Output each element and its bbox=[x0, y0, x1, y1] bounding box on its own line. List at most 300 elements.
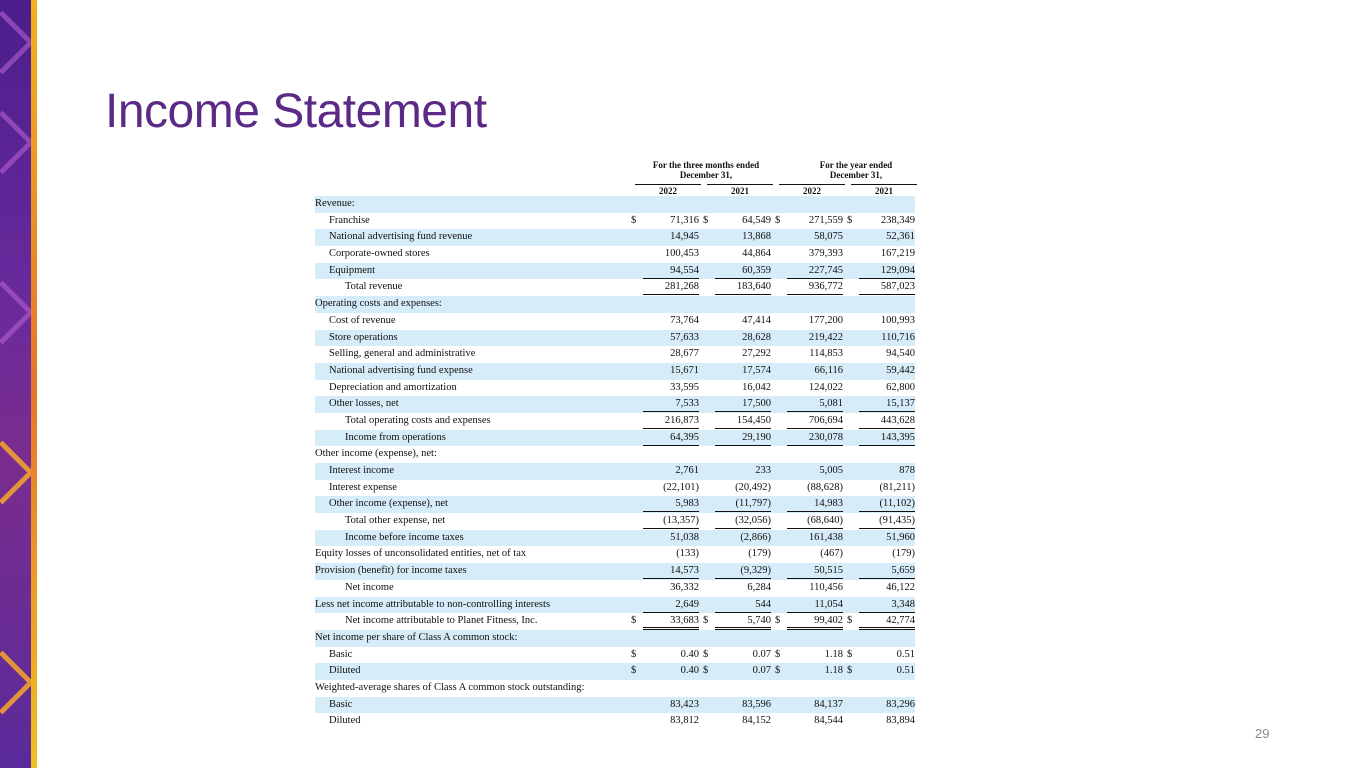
cell-value: 83,296 bbox=[886, 698, 915, 710]
row-label: Equipment bbox=[329, 264, 376, 276]
cell-value: 64,395 bbox=[643, 431, 699, 446]
cell-value: 73,764 bbox=[670, 314, 699, 326]
value-cell bbox=[627, 647, 699, 664]
currency-symbol: $ bbox=[847, 648, 853, 660]
value-cell bbox=[843, 313, 915, 330]
table-row bbox=[315, 196, 915, 213]
year-header-line1: For the year ended bbox=[819, 160, 893, 170]
value-cell bbox=[843, 296, 915, 313]
year-col-2: 2021 bbox=[707, 184, 773, 196]
cell-value: 51,960 bbox=[886, 531, 915, 543]
cell-value: 230,078 bbox=[787, 431, 843, 446]
value-cell bbox=[699, 279, 771, 296]
value-cell bbox=[699, 546, 771, 563]
value-cell bbox=[699, 513, 771, 530]
value-cell bbox=[699, 613, 771, 630]
currency-symbol: $ bbox=[631, 214, 637, 226]
value-cell bbox=[699, 530, 771, 547]
cell-value: 11,054 bbox=[787, 598, 843, 613]
table-body bbox=[315, 196, 915, 730]
year-col-1: 2022 bbox=[635, 184, 701, 196]
cell-value: 28,677 bbox=[670, 348, 699, 360]
value-cell bbox=[843, 513, 915, 530]
value-cell bbox=[771, 463, 843, 480]
chevron-decoration bbox=[0, 651, 34, 715]
cell-value: 83,423 bbox=[670, 698, 699, 710]
value-cell bbox=[699, 713, 771, 730]
table-row bbox=[315, 413, 915, 430]
year-header-line2: December 31, bbox=[829, 170, 883, 180]
cell-value: 177,200 bbox=[808, 314, 843, 326]
value-cell bbox=[771, 396, 843, 413]
three-months-header bbox=[635, 160, 777, 180]
cell-value: 14,573 bbox=[643, 564, 699, 579]
value-cell bbox=[843, 380, 915, 397]
cell-value: 83,596 bbox=[742, 698, 771, 710]
table-row bbox=[315, 380, 915, 397]
value-cell bbox=[843, 597, 915, 614]
value-cell bbox=[771, 647, 843, 664]
value-cell bbox=[843, 680, 915, 697]
table-row bbox=[315, 463, 915, 480]
row-label: Corporate-owned stores bbox=[329, 248, 430, 260]
value-cell bbox=[627, 446, 699, 463]
value-cell bbox=[843, 229, 915, 246]
value-cell bbox=[771, 296, 843, 313]
value-cell bbox=[771, 213, 843, 230]
value-cell bbox=[699, 697, 771, 714]
cell-value: 16,042 bbox=[742, 381, 771, 393]
value-cell bbox=[627, 480, 699, 497]
currency-symbol: $ bbox=[847, 615, 853, 627]
value-cell bbox=[843, 580, 915, 597]
cell-value: (91,435) bbox=[859, 514, 915, 529]
cell-value: 2,761 bbox=[675, 465, 699, 476]
value-cell bbox=[699, 647, 771, 664]
cell-value: 100,453 bbox=[664, 248, 699, 260]
cell-value: 57,633 bbox=[670, 331, 699, 343]
value-cell bbox=[771, 380, 843, 397]
value-cell bbox=[771, 330, 843, 347]
cell-value: 379,393 bbox=[808, 248, 843, 260]
cell-value: 84,152 bbox=[742, 715, 771, 727]
value-cell bbox=[699, 330, 771, 347]
row-label: Other income (expense), net bbox=[329, 498, 448, 510]
value-cell bbox=[627, 680, 699, 697]
value-cell bbox=[843, 530, 915, 547]
row-label: Selling, general and administrative bbox=[329, 348, 476, 360]
value-cell bbox=[843, 430, 915, 447]
row-label: Provision (benefit) for income taxes bbox=[315, 565, 467, 577]
value-cell bbox=[771, 363, 843, 380]
currency-symbol: $ bbox=[631, 665, 637, 677]
table-row bbox=[315, 446, 915, 463]
cell-value: (11,102) bbox=[859, 497, 915, 512]
value-cell bbox=[627, 279, 699, 296]
cell-value: 154,450 bbox=[715, 414, 771, 429]
value-cell bbox=[843, 563, 915, 580]
cell-value: 878 bbox=[899, 465, 915, 476]
table-row bbox=[315, 330, 915, 347]
cell-value: 47,414 bbox=[742, 314, 771, 326]
year-header bbox=[785, 160, 927, 180]
table-row bbox=[315, 263, 915, 280]
chevron-decoration bbox=[0, 111, 34, 175]
cell-value: 64,549 bbox=[742, 214, 771, 226]
value-cell bbox=[843, 647, 915, 664]
table-row bbox=[315, 496, 915, 513]
cell-value: (179) bbox=[748, 548, 771, 560]
value-cell bbox=[627, 229, 699, 246]
cell-value: 143,395 bbox=[859, 431, 915, 446]
value-cell bbox=[699, 446, 771, 463]
cell-value: 167,219 bbox=[880, 248, 915, 260]
value-cell bbox=[627, 546, 699, 563]
cell-value: 29,190 bbox=[715, 431, 771, 446]
row-label: Revenue: bbox=[315, 198, 355, 209]
income-statement-table bbox=[315, 160, 915, 730]
value-cell bbox=[843, 613, 915, 630]
cell-value: (133) bbox=[676, 548, 699, 560]
value-cell bbox=[627, 346, 699, 363]
cell-value: 44,864 bbox=[742, 248, 771, 260]
year-col-3: 2022 bbox=[779, 184, 845, 196]
value-cell bbox=[699, 563, 771, 580]
page-number: 29 bbox=[1255, 726, 1270, 741]
value-cell bbox=[771, 446, 843, 463]
cell-value: 94,540 bbox=[886, 348, 915, 360]
cell-value: 100,993 bbox=[880, 314, 915, 326]
value-cell bbox=[699, 430, 771, 447]
cell-value: 1.18 bbox=[824, 648, 843, 660]
cell-value: 587,023 bbox=[859, 280, 915, 295]
cell-value: 7,533 bbox=[643, 397, 699, 412]
row-label: Income before income taxes bbox=[345, 531, 464, 543]
cell-value: 0.51 bbox=[896, 648, 915, 660]
cell-value: (13,357) bbox=[643, 514, 699, 529]
currency-symbol: $ bbox=[775, 648, 781, 660]
value-cell bbox=[699, 580, 771, 597]
decorative-side-band bbox=[0, 0, 37, 768]
cell-value: 62,800 bbox=[886, 381, 915, 393]
row-label: Less net income attributable to non-controlling interests bbox=[315, 598, 551, 610]
value-cell bbox=[771, 613, 843, 630]
currency-symbol: $ bbox=[703, 648, 709, 660]
value-cell bbox=[627, 630, 699, 647]
value-cell bbox=[843, 396, 915, 413]
value-cell bbox=[843, 196, 915, 213]
row-label: Franchise bbox=[329, 214, 370, 226]
value-cell bbox=[771, 580, 843, 597]
cell-value: (32,056) bbox=[715, 514, 771, 529]
value-cell bbox=[627, 413, 699, 430]
cell-value: (88,628) bbox=[807, 481, 843, 493]
table-header bbox=[315, 160, 915, 196]
currency-symbol: $ bbox=[703, 214, 709, 226]
value-cell bbox=[771, 246, 843, 263]
value-cell bbox=[699, 597, 771, 614]
cell-value: 94,554 bbox=[643, 264, 699, 279]
table-row bbox=[315, 296, 915, 313]
cell-value: 50,515 bbox=[787, 564, 843, 579]
table-row bbox=[315, 530, 915, 547]
value-cell bbox=[699, 213, 771, 230]
value-cell bbox=[699, 680, 771, 697]
cell-value: 42,774 bbox=[859, 614, 915, 630]
value-cell bbox=[771, 430, 843, 447]
table-row bbox=[315, 229, 915, 246]
chevron-decoration bbox=[0, 11, 34, 75]
value-cell bbox=[699, 496, 771, 513]
currency-symbol: $ bbox=[775, 665, 781, 677]
value-cell bbox=[843, 463, 915, 480]
cell-value: 1.18 bbox=[824, 665, 843, 677]
value-cell bbox=[843, 630, 915, 647]
table-row bbox=[315, 597, 915, 614]
value-cell bbox=[771, 346, 843, 363]
value-cell bbox=[771, 597, 843, 614]
cell-value: 60,359 bbox=[715, 264, 771, 279]
row-label: Diluted bbox=[329, 715, 361, 727]
cell-value: 5,081 bbox=[787, 397, 843, 412]
value-cell bbox=[627, 613, 699, 630]
value-cell bbox=[771, 663, 843, 680]
currency-symbol: $ bbox=[631, 615, 637, 627]
value-cell bbox=[771, 196, 843, 213]
cell-value: (467) bbox=[820, 548, 843, 560]
cell-value: 0.07 bbox=[752, 648, 771, 660]
value-cell bbox=[843, 213, 915, 230]
value-cell bbox=[771, 313, 843, 330]
cell-value: 3,348 bbox=[859, 598, 915, 613]
value-cell bbox=[843, 446, 915, 463]
cell-value: 33,683 bbox=[643, 614, 699, 630]
table-row bbox=[315, 430, 915, 447]
cell-value: 14,945 bbox=[670, 231, 699, 243]
table-row bbox=[315, 213, 915, 230]
value-cell bbox=[627, 430, 699, 447]
cell-value: 46,122 bbox=[886, 581, 915, 593]
cell-value: 17,574 bbox=[742, 364, 771, 376]
cell-value: 6,284 bbox=[747, 581, 771, 593]
value-cell bbox=[771, 713, 843, 730]
row-label: Income from operations bbox=[345, 431, 446, 443]
row-label: Store operations bbox=[329, 331, 398, 343]
value-cell bbox=[627, 496, 699, 513]
value-cell bbox=[771, 229, 843, 246]
value-cell bbox=[771, 697, 843, 714]
value-cell bbox=[771, 680, 843, 697]
currency-symbol: $ bbox=[847, 665, 853, 677]
table-row bbox=[315, 279, 915, 296]
row-label: Equity losses of unconsolidated entities, net of tax bbox=[315, 548, 527, 560]
cell-value: 124,022 bbox=[808, 381, 843, 393]
cell-value: 233 bbox=[755, 465, 771, 476]
cell-value: 183,640 bbox=[715, 280, 771, 295]
row-label: Total revenue bbox=[345, 281, 403, 293]
value-cell bbox=[699, 463, 771, 480]
table-row bbox=[315, 713, 915, 730]
cell-value: 83,894 bbox=[886, 715, 915, 727]
cell-value: 0.40 bbox=[680, 648, 699, 660]
cell-value: 5,659 bbox=[859, 564, 915, 579]
cell-value: 936,772 bbox=[787, 280, 843, 295]
cell-value: 219,422 bbox=[808, 331, 843, 343]
cell-value: 706,694 bbox=[787, 414, 843, 429]
table-row bbox=[315, 680, 915, 697]
currency-symbol: $ bbox=[775, 214, 781, 226]
row-label: National advertising fund expense bbox=[329, 364, 473, 376]
currency-symbol: $ bbox=[775, 615, 781, 627]
row-label: Cost of revenue bbox=[329, 314, 396, 326]
cell-value: (81,211) bbox=[879, 481, 915, 493]
cell-value: 0.40 bbox=[680, 665, 699, 677]
value-cell bbox=[699, 229, 771, 246]
table-row bbox=[315, 580, 915, 597]
row-label: Net income bbox=[345, 581, 394, 593]
value-cell bbox=[699, 263, 771, 280]
value-cell bbox=[843, 713, 915, 730]
row-label: Weighted-average shares of Class A common stock outstanding: bbox=[315, 681, 585, 693]
value-cell bbox=[771, 413, 843, 430]
value-cell bbox=[627, 580, 699, 597]
currency-symbol: $ bbox=[631, 648, 637, 660]
value-cell bbox=[699, 480, 771, 497]
table-row bbox=[315, 697, 915, 714]
table-row bbox=[315, 630, 915, 647]
value-cell bbox=[843, 346, 915, 363]
currency-symbol: $ bbox=[847, 214, 853, 226]
cell-value: 271,559 bbox=[808, 214, 843, 226]
currency-symbol: $ bbox=[703, 665, 709, 677]
value-cell bbox=[627, 380, 699, 397]
cell-value: 281,268 bbox=[643, 280, 699, 295]
value-cell bbox=[843, 330, 915, 347]
cell-value: 0.07 bbox=[752, 665, 771, 677]
value-cell bbox=[843, 697, 915, 714]
cell-value: 28,628 bbox=[742, 331, 771, 343]
cell-value: 15,671 bbox=[670, 364, 699, 376]
table-row bbox=[315, 396, 915, 413]
value-cell bbox=[699, 313, 771, 330]
value-cell bbox=[843, 413, 915, 430]
cell-value: 110,716 bbox=[881, 331, 915, 343]
row-label: Total other expense, net bbox=[345, 515, 446, 527]
cell-value: 84,137 bbox=[814, 698, 843, 710]
value-cell bbox=[627, 513, 699, 530]
cell-value: 544 bbox=[715, 598, 771, 613]
cell-value: 110,456 bbox=[809, 581, 843, 593]
table-row bbox=[315, 513, 915, 530]
value-cell bbox=[627, 563, 699, 580]
cell-value: 33,595 bbox=[670, 381, 699, 393]
value-cell bbox=[699, 296, 771, 313]
cell-value: 13,868 bbox=[742, 231, 771, 243]
cell-value: 227,745 bbox=[787, 264, 843, 279]
value-cell bbox=[771, 513, 843, 530]
row-label: Interest income bbox=[329, 465, 395, 476]
cell-value: (9,329) bbox=[715, 564, 771, 579]
cell-value: 84,544 bbox=[814, 715, 843, 727]
cell-value: 129,094 bbox=[859, 264, 915, 279]
value-cell bbox=[627, 663, 699, 680]
table-row bbox=[315, 563, 915, 580]
value-cell bbox=[627, 463, 699, 480]
value-cell bbox=[771, 279, 843, 296]
value-cell bbox=[627, 330, 699, 347]
row-label: Basic bbox=[329, 698, 353, 710]
cell-value: 161,438 bbox=[808, 531, 843, 543]
value-cell bbox=[627, 196, 699, 213]
value-cell bbox=[627, 713, 699, 730]
table-row bbox=[315, 613, 915, 630]
table-row bbox=[315, 663, 915, 680]
value-cell bbox=[771, 496, 843, 513]
value-cell bbox=[843, 263, 915, 280]
year-col-4: 2021 bbox=[851, 184, 917, 196]
cell-value: 0.51 bbox=[896, 665, 915, 677]
value-cell bbox=[771, 630, 843, 647]
cell-value: 5,005 bbox=[819, 465, 843, 476]
table-row bbox=[315, 546, 915, 563]
row-label: Interest expense bbox=[329, 481, 397, 493]
cell-value: 83,812 bbox=[670, 715, 699, 727]
cell-value: (2,866) bbox=[740, 531, 771, 543]
row-label: Other income (expense), net: bbox=[315, 448, 437, 460]
value-cell bbox=[627, 313, 699, 330]
cell-value: (68,640) bbox=[787, 514, 843, 529]
value-cell bbox=[771, 480, 843, 497]
cell-value: 443,628 bbox=[859, 414, 915, 429]
cell-value: 52,361 bbox=[886, 231, 915, 243]
table-row bbox=[315, 313, 915, 330]
cell-value: (22,101) bbox=[663, 481, 699, 493]
value-cell bbox=[699, 246, 771, 263]
row-label: Net income per share of Class A common stock: bbox=[315, 631, 518, 643]
cell-value: 5,740 bbox=[715, 614, 771, 630]
cell-value: 238,349 bbox=[880, 214, 915, 226]
value-cell bbox=[627, 697, 699, 714]
cell-value: 36,332 bbox=[670, 581, 699, 593]
cell-value: 15,137 bbox=[859, 397, 915, 412]
cell-value: 2,649 bbox=[643, 598, 699, 613]
accent-stripe bbox=[31, 0, 37, 768]
row-label: Other losses, net bbox=[329, 398, 399, 410]
currency-symbol: $ bbox=[703, 615, 709, 627]
cell-value: (20,492) bbox=[735, 481, 771, 493]
value-cell bbox=[699, 413, 771, 430]
value-cell bbox=[771, 263, 843, 280]
row-label: Diluted bbox=[329, 665, 361, 677]
value-cell bbox=[843, 546, 915, 563]
value-cell bbox=[843, 246, 915, 263]
cell-value: 58,075 bbox=[814, 231, 843, 243]
value-cell bbox=[771, 563, 843, 580]
cell-value: 216,873 bbox=[643, 414, 699, 429]
value-cell bbox=[699, 663, 771, 680]
row-label: Basic bbox=[329, 648, 353, 660]
value-cell bbox=[699, 363, 771, 380]
value-cell bbox=[699, 630, 771, 647]
value-cell bbox=[843, 496, 915, 513]
cell-value: 14,983 bbox=[787, 497, 843, 512]
row-label: National advertising fund revenue bbox=[329, 231, 473, 243]
value-cell bbox=[627, 363, 699, 380]
value-cell bbox=[627, 296, 699, 313]
cell-value: (11,797) bbox=[715, 497, 771, 512]
row-label: Depreciation and amortization bbox=[329, 381, 457, 393]
value-cell bbox=[627, 213, 699, 230]
